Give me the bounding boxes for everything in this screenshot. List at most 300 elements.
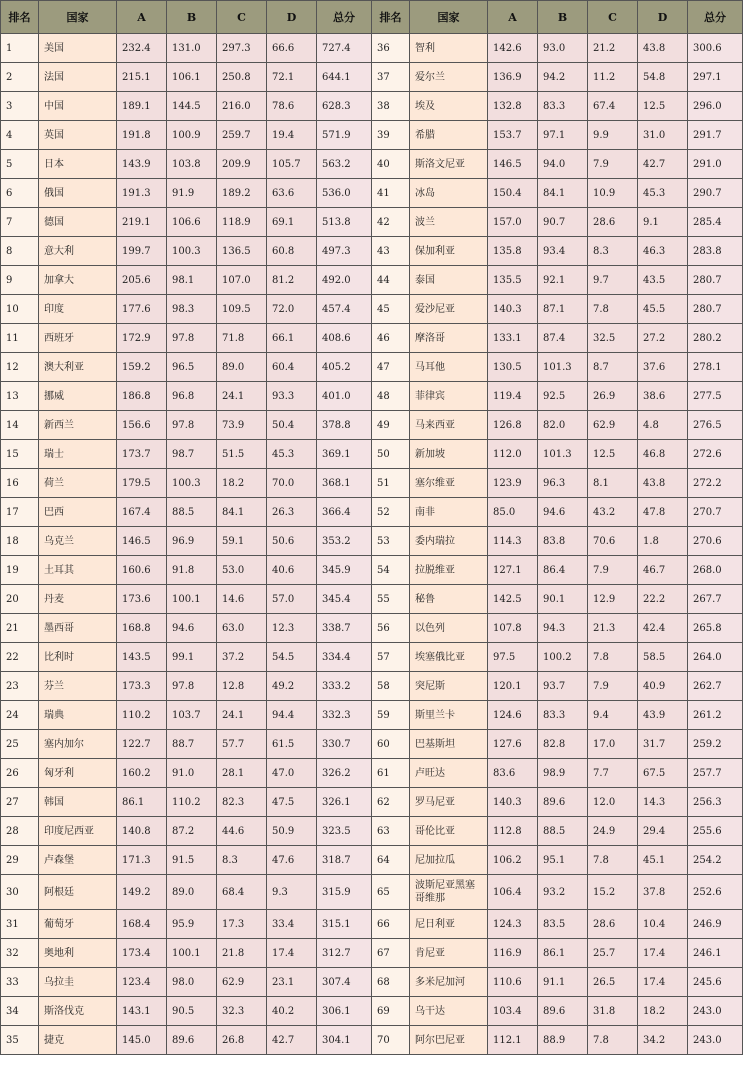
score-a-cell: 215.1 bbox=[117, 63, 167, 92]
score-d-cell: 72.0 bbox=[267, 295, 317, 324]
total-cell: 332.3 bbox=[317, 701, 372, 730]
score-a-cell: 186.8 bbox=[117, 382, 167, 411]
country-cell: 突尼斯 bbox=[410, 672, 488, 701]
score-c-cell: 53.0 bbox=[217, 556, 267, 585]
score-d-cell: 60.8 bbox=[267, 237, 317, 266]
rank-cell: 34 bbox=[1, 997, 39, 1026]
rank-cell: 19 bbox=[1, 556, 39, 585]
total-cell: 254.2 bbox=[688, 846, 743, 875]
rank-cell: 17 bbox=[1, 498, 39, 527]
score-d-cell: 38.6 bbox=[638, 382, 688, 411]
total-cell: 408.6 bbox=[317, 324, 372, 353]
score-a-cell: 143.5 bbox=[117, 643, 167, 672]
rank-cell: 64 bbox=[372, 846, 410, 875]
country-cell: 冰岛 bbox=[410, 179, 488, 208]
country-cell: 南非 bbox=[410, 498, 488, 527]
score-c-cell: 32.5 bbox=[588, 324, 638, 353]
score-a-cell: 112.0 bbox=[488, 440, 538, 469]
total-cell: 252.6 bbox=[688, 875, 743, 910]
score-b-cell: 94.2 bbox=[538, 63, 588, 92]
country-cell: 希腊 bbox=[410, 121, 488, 150]
score-a-cell: 142.6 bbox=[488, 34, 538, 63]
table-row bbox=[1, 150, 743, 179]
rank-cell: 38 bbox=[372, 92, 410, 121]
score-d-cell: 45.5 bbox=[638, 295, 688, 324]
score-a-cell: 97.5 bbox=[488, 643, 538, 672]
rank-cell: 59 bbox=[372, 701, 410, 730]
score-b-cell: 100.1 bbox=[167, 939, 217, 968]
total-cell: 261.2 bbox=[688, 701, 743, 730]
total-cell: 246.9 bbox=[688, 910, 743, 939]
score-b-cell: 84.1 bbox=[538, 179, 588, 208]
score-d-cell: 27.2 bbox=[638, 324, 688, 353]
table-row bbox=[1, 208, 743, 237]
score-d-cell: 81.2 bbox=[267, 266, 317, 295]
rank-cell: 42 bbox=[372, 208, 410, 237]
table-row bbox=[1, 34, 743, 63]
score-d-cell: 31.7 bbox=[638, 730, 688, 759]
table-row bbox=[1, 585, 743, 614]
table-row bbox=[1, 997, 743, 1026]
score-b-cell: 91.0 bbox=[167, 759, 217, 788]
score-d-cell: 40.6 bbox=[267, 556, 317, 585]
country-cell: 波斯尼亚黑塞哥维那 bbox=[410, 875, 488, 910]
score-c-cell: 63.0 bbox=[217, 614, 267, 643]
table-row bbox=[1, 411, 743, 440]
score-d-cell: 33.4 bbox=[267, 910, 317, 939]
score-d-cell: 57.0 bbox=[267, 585, 317, 614]
score-d-cell: 47.8 bbox=[638, 498, 688, 527]
score-b-cell: 86.4 bbox=[538, 556, 588, 585]
total-cell: 513.8 bbox=[317, 208, 372, 237]
rank-cell: 6 bbox=[1, 179, 39, 208]
rank-cell: 55 bbox=[372, 585, 410, 614]
score-b-cell: 93.2 bbox=[538, 875, 588, 910]
score-a-cell: 168.4 bbox=[117, 910, 167, 939]
score-a-cell: 140.3 bbox=[488, 788, 538, 817]
score-c-cell: 10.9 bbox=[588, 179, 638, 208]
score-b-cell: 96.5 bbox=[167, 353, 217, 382]
total-cell: 644.1 bbox=[317, 63, 372, 92]
country-cell: 哥伦比亚 bbox=[410, 817, 488, 846]
total-cell: 727.4 bbox=[317, 34, 372, 63]
total-cell: 265.8 bbox=[688, 614, 743, 643]
country-cell: 泰国 bbox=[410, 266, 488, 295]
score-b-cell: 110.2 bbox=[167, 788, 217, 817]
score-b-cell: 89.6 bbox=[538, 997, 588, 1026]
score-a-cell: 86.1 bbox=[117, 788, 167, 817]
score-c-cell: 12.8 bbox=[217, 672, 267, 701]
score-b-cell: 100.2 bbox=[538, 643, 588, 672]
rank-cell: 32 bbox=[1, 939, 39, 968]
score-a-cell: 124.3 bbox=[488, 910, 538, 939]
score-c-cell: 21.2 bbox=[588, 34, 638, 63]
score-d-cell: 4.8 bbox=[638, 411, 688, 440]
country-cell: 土耳其 bbox=[39, 556, 117, 585]
rank-cell: 33 bbox=[1, 968, 39, 997]
score-a-cell: 103.4 bbox=[488, 997, 538, 1026]
score-c-cell: 37.2 bbox=[217, 643, 267, 672]
country-cell: 加拿大 bbox=[39, 266, 117, 295]
score-d-cell: 47.5 bbox=[267, 788, 317, 817]
score-b-cell: 93.0 bbox=[538, 34, 588, 63]
score-b-cell: 100.9 bbox=[167, 121, 217, 150]
score-d-cell: 45.1 bbox=[638, 846, 688, 875]
score-d-cell: 94.4 bbox=[267, 701, 317, 730]
rank-cell: 28 bbox=[1, 817, 39, 846]
total-cell: 401.0 bbox=[317, 382, 372, 411]
table-row bbox=[1, 759, 743, 788]
score-b-cell: 97.8 bbox=[167, 672, 217, 701]
total-cell: 326.1 bbox=[317, 788, 372, 817]
header-total: 总分 bbox=[317, 1, 372, 34]
total-cell: 283.8 bbox=[688, 237, 743, 266]
table-row bbox=[1, 237, 743, 266]
rank-cell: 56 bbox=[372, 614, 410, 643]
score-c-cell: 43.2 bbox=[588, 498, 638, 527]
score-b-cell: 94.6 bbox=[167, 614, 217, 643]
country-cell: 印度 bbox=[39, 295, 117, 324]
rank-cell: 62 bbox=[372, 788, 410, 817]
score-a-cell: 122.7 bbox=[117, 730, 167, 759]
rank-cell: 70 bbox=[372, 1026, 410, 1055]
score-a-cell: 142.5 bbox=[488, 585, 538, 614]
score-b-cell: 88.5 bbox=[538, 817, 588, 846]
country-cell: 以色列 bbox=[410, 614, 488, 643]
total-cell: 304.1 bbox=[317, 1026, 372, 1055]
total-cell: 326.2 bbox=[317, 759, 372, 788]
score-a-cell: 172.9 bbox=[117, 324, 167, 353]
score-a-cell: 146.5 bbox=[117, 527, 167, 556]
total-cell: 315.1 bbox=[317, 910, 372, 939]
score-d-cell: 58.5 bbox=[638, 643, 688, 672]
country-cell: 爱尔兰 bbox=[410, 63, 488, 92]
total-cell: 378.8 bbox=[317, 411, 372, 440]
score-b-cell: 93.4 bbox=[538, 237, 588, 266]
score-a-cell: 123.4 bbox=[117, 968, 167, 997]
score-c-cell: 59.1 bbox=[217, 527, 267, 556]
rank-cell: 45 bbox=[372, 295, 410, 324]
score-d-cell: 47.0 bbox=[267, 759, 317, 788]
total-cell: 245.6 bbox=[688, 968, 743, 997]
score-a-cell: 106.4 bbox=[488, 875, 538, 910]
country-cell: 摩洛哥 bbox=[410, 324, 488, 353]
rank-cell: 10 bbox=[1, 295, 39, 324]
total-cell: 368.1 bbox=[317, 469, 372, 498]
rank-cell: 66 bbox=[372, 910, 410, 939]
score-b-cell: 98.7 bbox=[167, 440, 217, 469]
score-c-cell: 12.5 bbox=[588, 440, 638, 469]
score-d-cell: 63.6 bbox=[267, 179, 317, 208]
score-a-cell: 106.2 bbox=[488, 846, 538, 875]
score-d-cell: 26.3 bbox=[267, 498, 317, 527]
score-b-cell: 97.1 bbox=[538, 121, 588, 150]
total-cell: 330.7 bbox=[317, 730, 372, 759]
rank-cell: 31 bbox=[1, 910, 39, 939]
country-cell: 塞尔维亚 bbox=[410, 469, 488, 498]
country-cell: 斯洛伐克 bbox=[39, 997, 117, 1026]
table-row bbox=[1, 968, 743, 997]
score-a-cell: 126.8 bbox=[488, 411, 538, 440]
table-row bbox=[1, 498, 743, 527]
score-d-cell: 12.5 bbox=[638, 92, 688, 121]
score-b-cell: 91.1 bbox=[538, 968, 588, 997]
score-b-cell: 82.0 bbox=[538, 411, 588, 440]
score-d-cell: 34.2 bbox=[638, 1026, 688, 1055]
total-cell: 257.7 bbox=[688, 759, 743, 788]
rank-cell: 23 bbox=[1, 672, 39, 701]
score-c-cell: 25.7 bbox=[588, 939, 638, 968]
score-c-cell: 17.3 bbox=[217, 910, 267, 939]
total-cell: 563.2 bbox=[317, 150, 372, 179]
rank-cell: 13 bbox=[1, 382, 39, 411]
country-cell: 墨西哥 bbox=[39, 614, 117, 643]
score-d-cell: 66.6 bbox=[267, 34, 317, 63]
score-b-cell: 83.3 bbox=[538, 701, 588, 730]
total-cell: 272.2 bbox=[688, 469, 743, 498]
rank-cell: 54 bbox=[372, 556, 410, 585]
score-d-cell: 22.2 bbox=[638, 585, 688, 614]
rank-cell: 15 bbox=[1, 440, 39, 469]
score-b-cell: 94.6 bbox=[538, 498, 588, 527]
score-d-cell: 50.9 bbox=[267, 817, 317, 846]
score-c-cell: 14.6 bbox=[217, 585, 267, 614]
score-a-cell: 157.0 bbox=[488, 208, 538, 237]
score-d-cell: 40.9 bbox=[638, 672, 688, 701]
rank-cell: 18 bbox=[1, 527, 39, 556]
total-cell: 243.0 bbox=[688, 997, 743, 1026]
country-cell: 美国 bbox=[39, 34, 117, 63]
rank-cell: 25 bbox=[1, 730, 39, 759]
score-a-cell: 83.6 bbox=[488, 759, 538, 788]
header-total: 总分 bbox=[688, 1, 743, 34]
score-b-cell: 90.7 bbox=[538, 208, 588, 237]
rank-cell: 65 bbox=[372, 875, 410, 910]
score-d-cell: 10.4 bbox=[638, 910, 688, 939]
country-cell: 马耳他 bbox=[410, 353, 488, 382]
score-b-cell: 144.5 bbox=[167, 92, 217, 121]
score-c-cell: 24.9 bbox=[588, 817, 638, 846]
rank-cell: 16 bbox=[1, 469, 39, 498]
score-b-cell: 91.9 bbox=[167, 179, 217, 208]
country-cell: 澳大利亚 bbox=[39, 353, 117, 382]
country-cell: 西班牙 bbox=[39, 324, 117, 353]
score-a-cell: 159.2 bbox=[117, 353, 167, 382]
score-d-cell: 47.6 bbox=[267, 846, 317, 875]
total-cell: 268.0 bbox=[688, 556, 743, 585]
total-cell: 290.7 bbox=[688, 179, 743, 208]
score-d-cell: 12.3 bbox=[267, 614, 317, 643]
country-cell: 波兰 bbox=[410, 208, 488, 237]
country-cell: 韩国 bbox=[39, 788, 117, 817]
score-d-cell: 50.4 bbox=[267, 411, 317, 440]
score-a-cell: 120.1 bbox=[488, 672, 538, 701]
total-cell: 318.7 bbox=[317, 846, 372, 875]
country-cell: 斯里兰卡 bbox=[410, 701, 488, 730]
total-cell: 246.1 bbox=[688, 939, 743, 968]
score-b-cell: 95.1 bbox=[538, 846, 588, 875]
score-d-cell: 17.4 bbox=[267, 939, 317, 968]
header-d: D bbox=[267, 1, 317, 34]
country-cell: 瑞士 bbox=[39, 440, 117, 469]
country-cell: 卢旺达 bbox=[410, 759, 488, 788]
score-a-cell: 140.3 bbox=[488, 295, 538, 324]
table-row bbox=[1, 295, 743, 324]
rank-cell: 41 bbox=[372, 179, 410, 208]
score-b-cell: 91.5 bbox=[167, 846, 217, 875]
table-row bbox=[1, 527, 743, 556]
total-cell: 255.6 bbox=[688, 817, 743, 846]
rank-cell: 20 bbox=[1, 585, 39, 614]
country-cell: 法国 bbox=[39, 63, 117, 92]
country-cell: 捷克 bbox=[39, 1026, 117, 1055]
score-c-cell: 28.6 bbox=[588, 910, 638, 939]
score-d-cell: 40.2 bbox=[267, 997, 317, 1026]
score-d-cell: 50.6 bbox=[267, 527, 317, 556]
header-rank: 排名 bbox=[372, 1, 410, 34]
total-cell: 297.1 bbox=[688, 63, 743, 92]
total-cell: 276.5 bbox=[688, 411, 743, 440]
score-d-cell: 93.3 bbox=[267, 382, 317, 411]
score-b-cell: 103.8 bbox=[167, 150, 217, 179]
score-d-cell: 43.8 bbox=[638, 469, 688, 498]
total-cell: 270.7 bbox=[688, 498, 743, 527]
header-country: 国家 bbox=[410, 1, 488, 34]
header-d: D bbox=[638, 1, 688, 34]
header-c: C bbox=[588, 1, 638, 34]
rank-cell: 46 bbox=[372, 324, 410, 353]
score-c-cell: 7.8 bbox=[588, 295, 638, 324]
score-c-cell: 84.1 bbox=[217, 498, 267, 527]
score-a-cell: 140.8 bbox=[117, 817, 167, 846]
country-cell: 新加坡 bbox=[410, 440, 488, 469]
score-a-cell: 189.1 bbox=[117, 92, 167, 121]
table-row bbox=[1, 382, 743, 411]
table-row bbox=[1, 939, 743, 968]
score-b-cell: 95.9 bbox=[167, 910, 217, 939]
score-a-cell: 112.1 bbox=[488, 1026, 538, 1055]
score-b-cell: 101.3 bbox=[538, 353, 588, 382]
score-c-cell: 62.9 bbox=[217, 968, 267, 997]
rank-cell: 43 bbox=[372, 237, 410, 266]
score-c-cell: 7.8 bbox=[588, 846, 638, 875]
score-a-cell: 219.1 bbox=[117, 208, 167, 237]
score-a-cell: 199.7 bbox=[117, 237, 167, 266]
score-d-cell: 46.8 bbox=[638, 440, 688, 469]
total-cell: 315.9 bbox=[317, 875, 372, 910]
country-cell: 奥地利 bbox=[39, 939, 117, 968]
rank-cell: 29 bbox=[1, 846, 39, 875]
table-row bbox=[1, 469, 743, 498]
table-row bbox=[1, 846, 743, 875]
rank-cell: 37 bbox=[372, 63, 410, 92]
rank-cell: 11 bbox=[1, 324, 39, 353]
score-d-cell: 23.1 bbox=[267, 968, 317, 997]
score-d-cell: 49.2 bbox=[267, 672, 317, 701]
country-cell: 芬兰 bbox=[39, 672, 117, 701]
rank-cell: 60 bbox=[372, 730, 410, 759]
total-cell: 280.2 bbox=[688, 324, 743, 353]
score-c-cell: 11.2 bbox=[588, 63, 638, 92]
rank-cell: 50 bbox=[372, 440, 410, 469]
total-cell: 333.2 bbox=[317, 672, 372, 701]
score-d-cell: 46.7 bbox=[638, 556, 688, 585]
score-b-cell: 96.8 bbox=[167, 382, 217, 411]
rank-cell: 22 bbox=[1, 643, 39, 672]
total-cell: 270.6 bbox=[688, 527, 743, 556]
total-cell: 267.7 bbox=[688, 585, 743, 614]
score-d-cell: 19.4 bbox=[267, 121, 317, 150]
score-c-cell: 24.1 bbox=[217, 701, 267, 730]
rank-cell: 27 bbox=[1, 788, 39, 817]
country-cell: 马来西亚 bbox=[410, 411, 488, 440]
header-b: B bbox=[538, 1, 588, 34]
rank-cell: 44 bbox=[372, 266, 410, 295]
country-cell: 保加利亚 bbox=[410, 237, 488, 266]
table-row bbox=[1, 788, 743, 817]
total-cell: 628.3 bbox=[317, 92, 372, 121]
country-cell: 塞内加尔 bbox=[39, 730, 117, 759]
score-a-cell: 177.6 bbox=[117, 295, 167, 324]
score-c-cell: 67.4 bbox=[588, 92, 638, 121]
score-b-cell: 100.3 bbox=[167, 237, 217, 266]
score-b-cell: 99.1 bbox=[167, 643, 217, 672]
rank-cell: 58 bbox=[372, 672, 410, 701]
total-cell: 277.5 bbox=[688, 382, 743, 411]
table-row bbox=[1, 614, 743, 643]
country-cell: 肯尼亚 bbox=[410, 939, 488, 968]
score-b-cell: 94.3 bbox=[538, 614, 588, 643]
score-b-cell: 97.8 bbox=[167, 411, 217, 440]
score-a-cell: 160.2 bbox=[117, 759, 167, 788]
score-b-cell: 98.9 bbox=[538, 759, 588, 788]
score-a-cell: 232.4 bbox=[117, 34, 167, 63]
score-c-cell: 51.5 bbox=[217, 440, 267, 469]
score-b-cell: 97.8 bbox=[167, 324, 217, 353]
country-cell: 英国 bbox=[39, 121, 117, 150]
score-b-cell: 87.4 bbox=[538, 324, 588, 353]
score-c-cell: 17.0 bbox=[588, 730, 638, 759]
score-c-cell: 89.0 bbox=[217, 353, 267, 382]
total-cell: 536.0 bbox=[317, 179, 372, 208]
total-cell: 353.2 bbox=[317, 527, 372, 556]
score-b-cell: 131.0 bbox=[167, 34, 217, 63]
total-cell: 497.3 bbox=[317, 237, 372, 266]
country-cell: 爱沙尼亚 bbox=[410, 295, 488, 324]
score-a-cell: 133.1 bbox=[488, 324, 538, 353]
rank-cell: 12 bbox=[1, 353, 39, 382]
score-d-cell: 66.1 bbox=[267, 324, 317, 353]
score-c-cell: 107.0 bbox=[217, 266, 267, 295]
score-a-cell: 145.0 bbox=[117, 1026, 167, 1055]
total-cell: 405.2 bbox=[317, 353, 372, 382]
score-b-cell: 88.9 bbox=[538, 1026, 588, 1055]
score-d-cell: 43.8 bbox=[638, 34, 688, 63]
country-cell: 荷兰 bbox=[39, 469, 117, 498]
rank-cell: 57 bbox=[372, 643, 410, 672]
score-b-cell: 90.1 bbox=[538, 585, 588, 614]
score-d-cell: 37.6 bbox=[638, 353, 688, 382]
rank-cell: 63 bbox=[372, 817, 410, 846]
score-a-cell: 173.4 bbox=[117, 939, 167, 968]
score-c-cell: 7.8 bbox=[588, 643, 638, 672]
score-d-cell: 17.4 bbox=[638, 939, 688, 968]
score-a-cell: 135.8 bbox=[488, 237, 538, 266]
total-cell: 259.2 bbox=[688, 730, 743, 759]
score-c-cell: 118.9 bbox=[217, 208, 267, 237]
country-cell: 葡萄牙 bbox=[39, 910, 117, 939]
total-cell: 571.9 bbox=[317, 121, 372, 150]
